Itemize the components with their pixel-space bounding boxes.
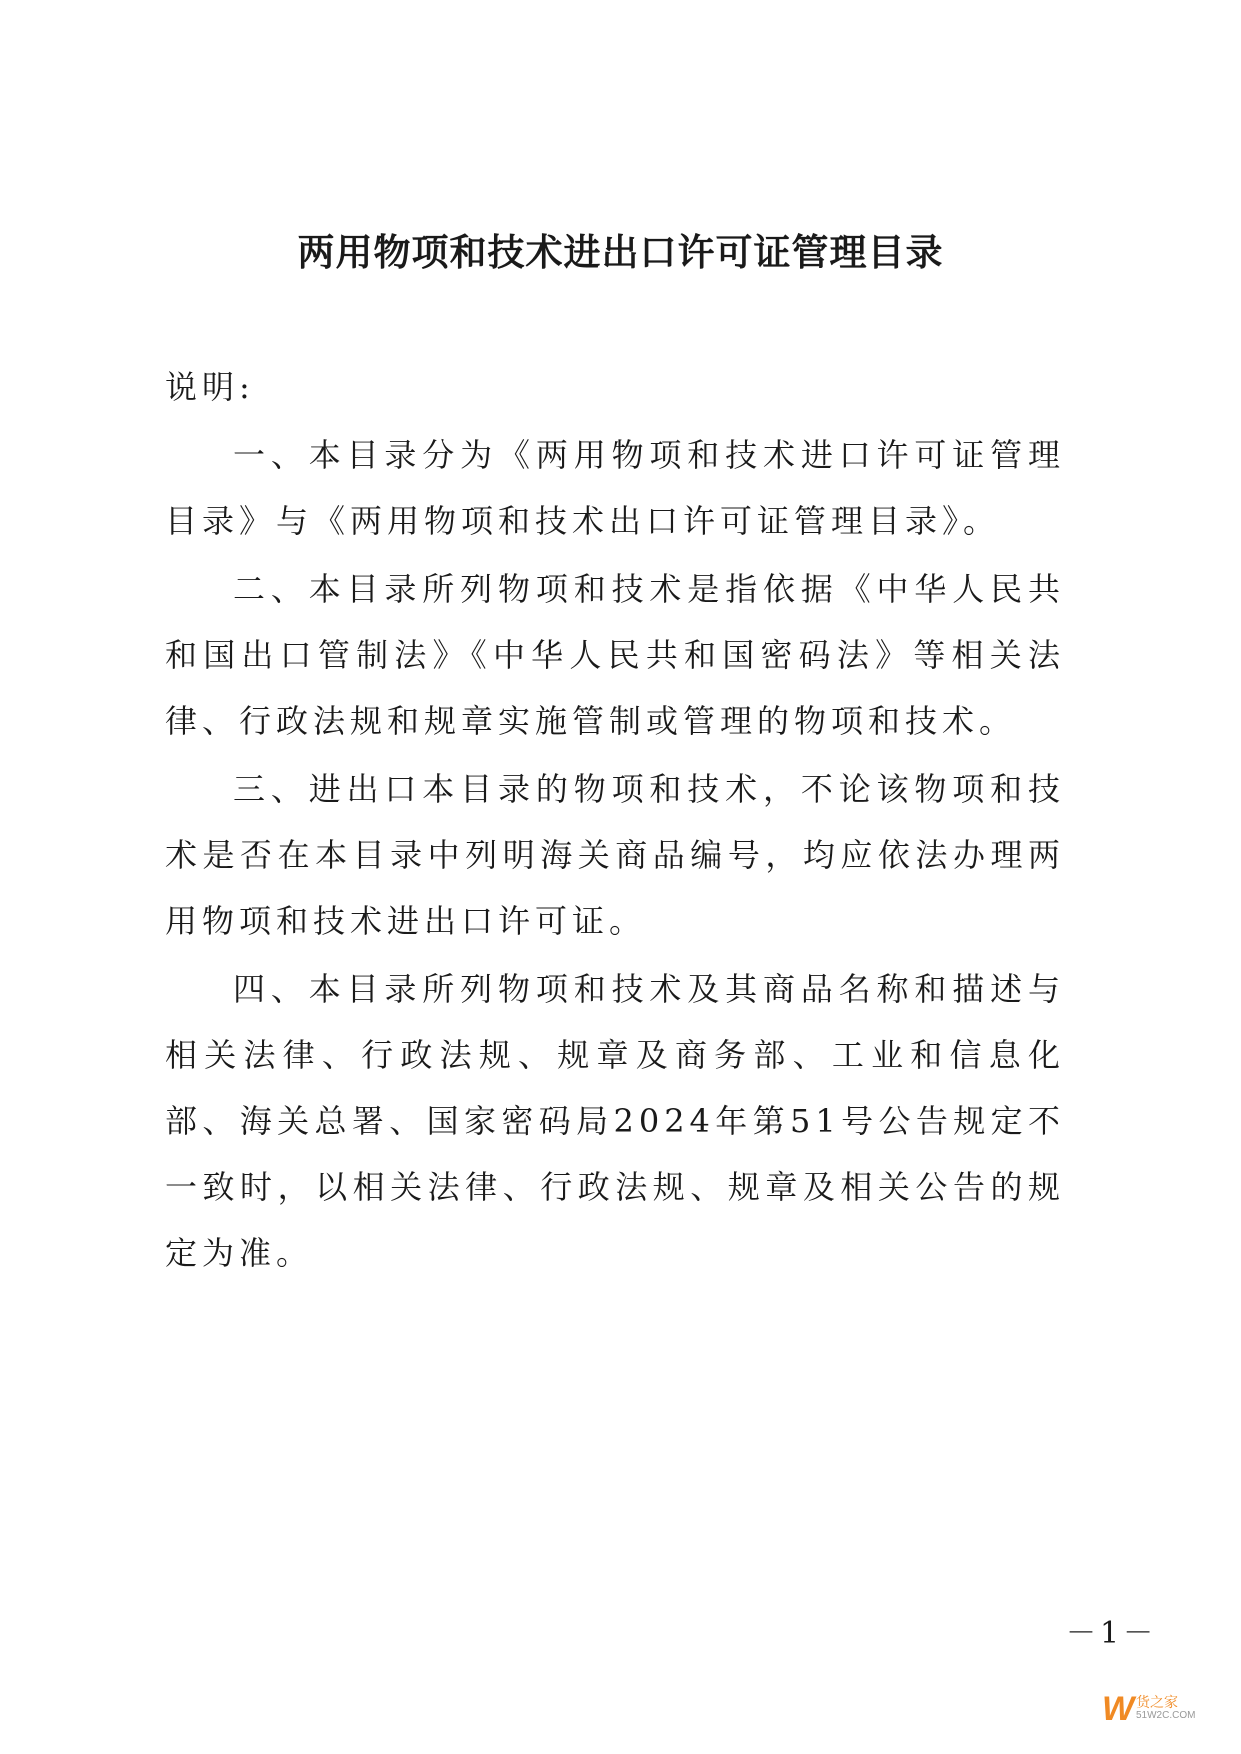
- watermark-brand: 货之家: [1136, 1695, 1178, 1711]
- watermark-url: 51W2C.COM: [1136, 1710, 1196, 1721]
- explanation-label: 说明:: [165, 368, 255, 406]
- paragraph-3: 三、进出口本目录的物项和技术，不论该物项和技术是否在本目录中列明海关商品编号，均应依法办理两用物项和技术进出口许可证。: [165, 770, 1065, 940]
- document-body: [165, 354, 1065, 1288]
- page-number: －1－: [1066, 1616, 1158, 1651]
- watermark-logo: [1102, 1690, 1222, 1730]
- paragraph-1: 一、本目录分为《两用物项和技术进口许可证管理目录》与《两用物项和技术出口许可证管理目录》。: [165, 436, 1065, 540]
- watermark-w-icon: W: [1102, 1690, 1135, 1728]
- paragraph-4: 四、本目录所列物项和技术及其商品名称和描述与相关法律、行政法规、规章及商务部、工业和信息化部、海关总署、国家密码局2024年第51号公告规定不一致时，以相关法律、行政法规、规章及相关公告的规定为准。: [165, 970, 1065, 1272]
- document-title: 两用物项和技术进出口许可证管理目录: [297, 231, 944, 274]
- paragraph-2: 二、本目录所列物项和技术是指依据《中华人民共和国出口管制法》《中华人民共和国密码法》等相关法律、行政法规和规章实施管制或管理的物项和技术。: [165, 570, 1065, 740]
